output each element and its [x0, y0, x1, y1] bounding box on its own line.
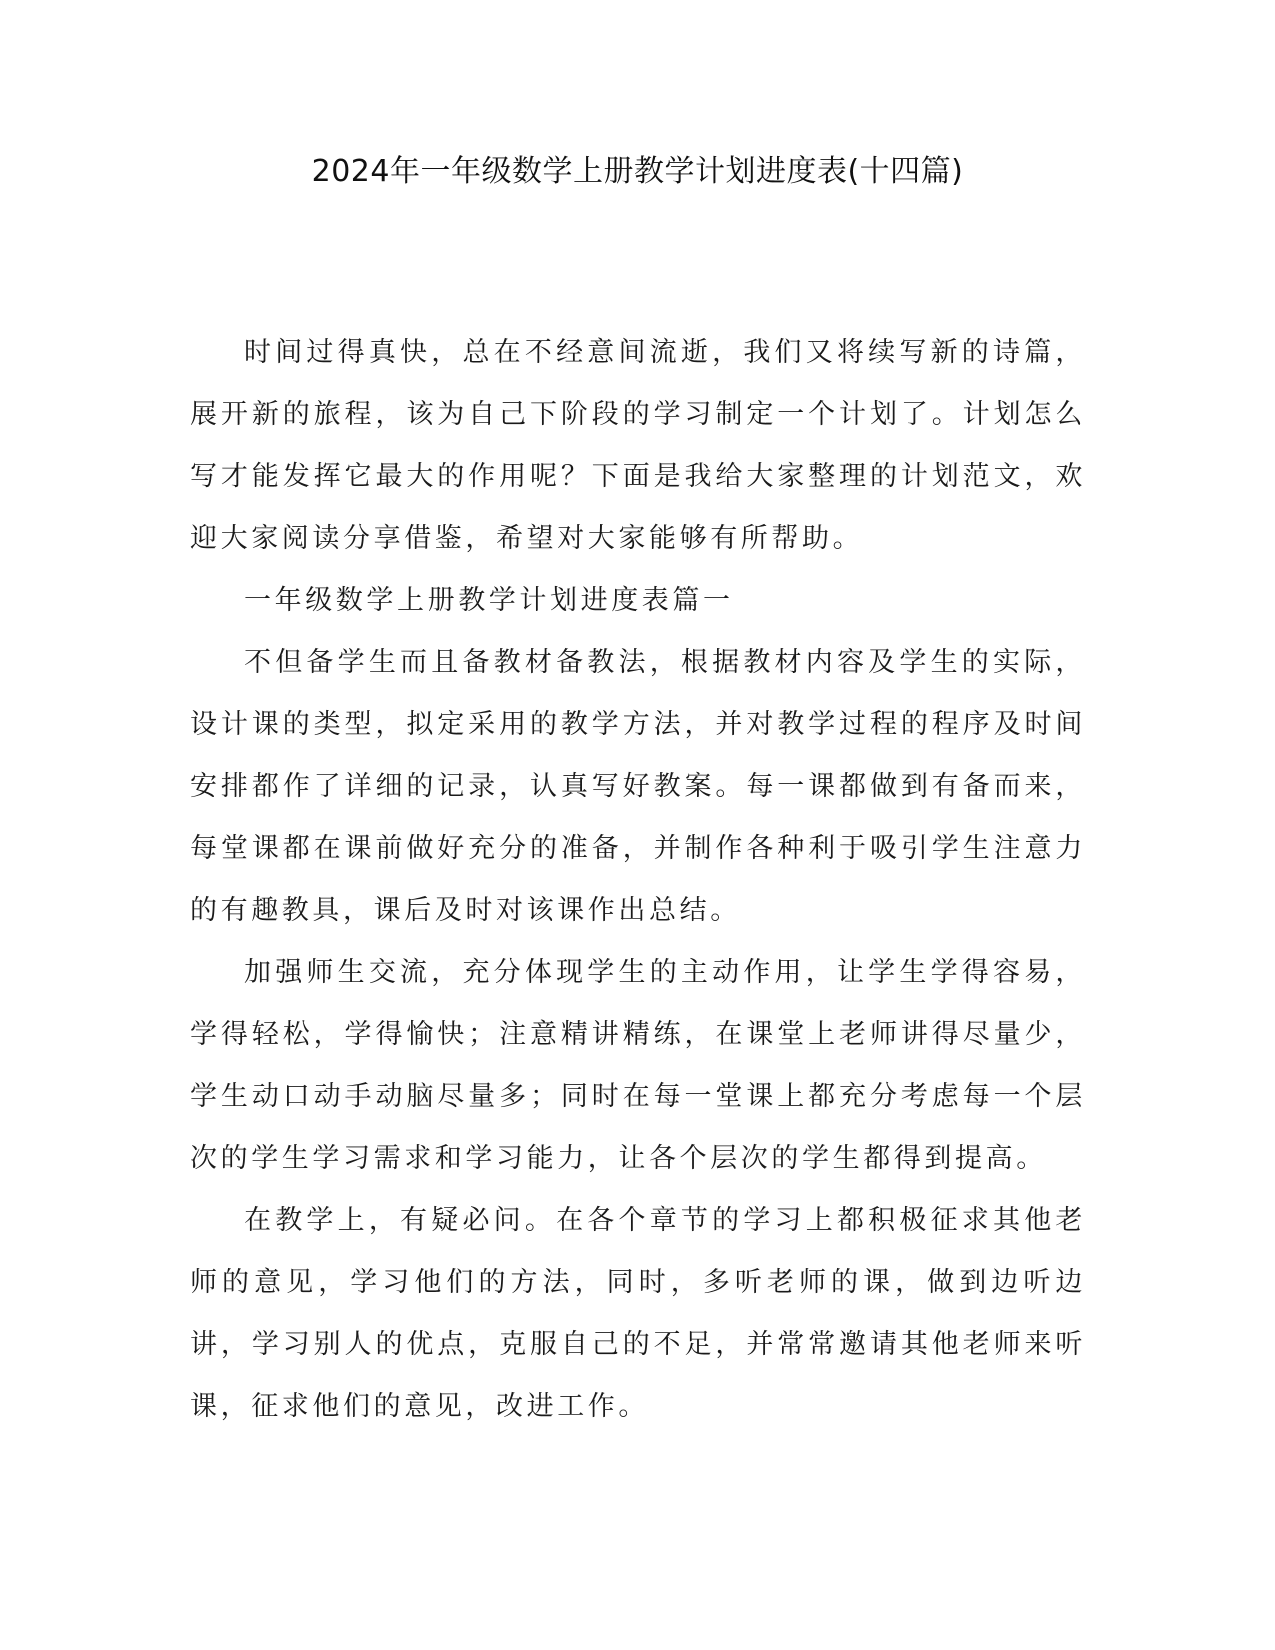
document-body: [190, 322, 1086, 1438]
document-title: 2024年一年级数学上册教学计划进度表(十四篇): [311, 154, 964, 189]
body-paragraph: 在教学上，有疑必问。在各个章节的学习上都积极征求其他老师的意见，学习他们的方法，同时，多听老师的课，做到边听边讲，学习别人的优点，克服自己的不足，并常常邀请其他老师来听课，征求他们的意见，改进工作。: [190, 1205, 1086, 1422]
body-paragraph: 加强师生交流，充分体现学生的主动作用，让学生学得容易，学得轻松，学得愉快；注意精讲精练，在课堂上老师讲得尽量少，学生动口动手动脑尽量多；同时在每一堂课上都充分考虑每一个层次的学生学习需求和学习能力，让各个层次的学生都得到提高。: [190, 957, 1086, 1174]
intro-paragraph: 时间过得真快，总在不经意间流逝，我们又将续写新的诗篇，展开新的旅程，该为自己下阶段的学习制定一个计划了。计划怎么写才能发挥它最大的作用呢？下面是我给大家整理的计划范文，欢迎大家阅读分享借鉴，希望对大家能够有所帮助。: [190, 337, 1086, 554]
body-paragraph: 不但备学生而且备教材备教法，根据教材内容及学生的实际，设计课的类型，拟定采用的教学方法，并对教学过程的程序及时间安排都作了详细的记录，认真写好教案。每一课都做到有备而来，每堂课都在课前做好充分的准备，并制作各种利于吸引学生注意力的有趣教具，课后及时对该课作出总结。: [190, 647, 1086, 926]
section-heading: 一年级数学上册教学计划进度表篇一: [244, 585, 734, 616]
